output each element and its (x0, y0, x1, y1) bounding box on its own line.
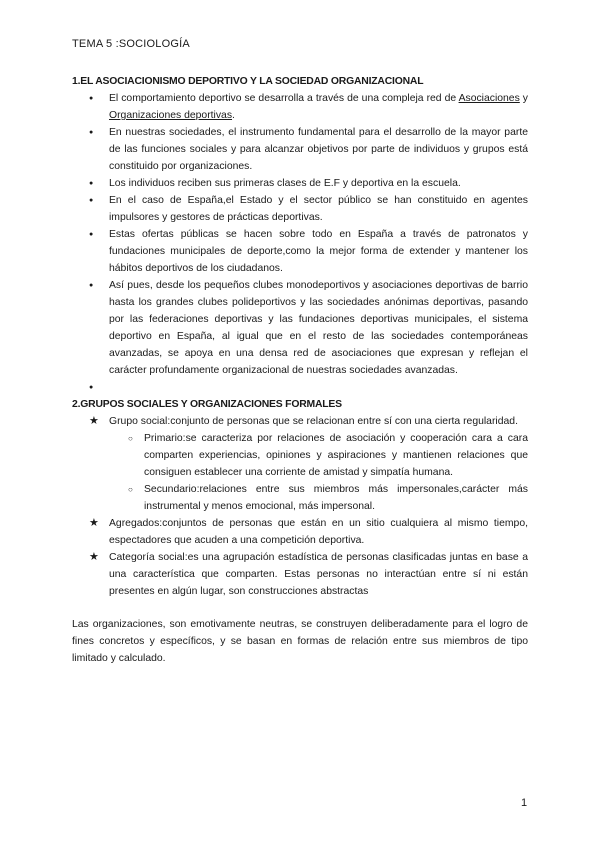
page-header: TEMA 5 :SOCIOLOGÍA (72, 38, 190, 50)
section-1-bullet-list (72, 90, 528, 396)
grupo-social-text: ★ Grupo social:conjunto de personas que se relacionan entre sí con una cierta regularidad. (109, 416, 518, 427)
asociaciones-term: Asociaciones (458, 93, 520, 104)
list-item: ● En nuestras sociedades, el instrumento fundamental para el desarrollo de la mayor parte de las funciones sociales y para alcanzar objetivos por parte de individuos y grupos está constituido por organizaciones. (72, 124, 528, 175)
list-item: ★ Agregados:conjuntos de personas que están en un sitio cualquiera al mismo tiempo, espectadores que acuden a una competición deportiva. (72, 515, 528, 549)
section-1-heading: 1.EL ASOCIACIONISMO DEPORTIVO Y LA SOCIEDAD ORGANIZACIONAL (72, 76, 424, 87)
list-item: ● Los individuos reciben sus primeras clases de E.F y deportiva en la escuela. (72, 175, 528, 192)
page-number: 1 (521, 797, 528, 809)
sub-list-item: ○ Primario:se caracteriza por relaciones de asociación y cooperación cara a cara comparten experiencias, opiniones y aspiraciones y mantienen relaciones que consiguen establecer una corriente de amistad y simpatía humana. (72, 430, 528, 481)
list-item-text: El comportamiento deportivo se desarrolla a través de una compleja red de (109, 93, 459, 104)
closing-paragraph: Las organizaciones, son emotivamente neutras, se construyen deliberadamente para el logro de fines concretos y específicos, y se basan en formas de relación entre sus miembros de tipo limitado y calculado. (72, 619, 528, 664)
empty-list-item (72, 379, 528, 396)
document-body (72, 73, 528, 677)
list-item: ★ Categoría social:es una agrupación estadística de personas clasificadas juntas en base a una característica que comparten. Estas personas no interactúan entre sí ni están presentes en algún lugar, son construcciones abstractas (72, 549, 528, 600)
list-item: ● En el caso de España,el Estado y el sector público se han constituido en agentes impulsores y gestores de prácticas deportivas. (72, 192, 528, 226)
list-item-text: . (232, 110, 235, 121)
sub-list-item: ○ Secundario:relaciones entre sus miembros más impersonales,carácter más instrumental y menos emocional, más impersonal. (72, 481, 528, 515)
list-item (72, 413, 528, 430)
list-item: ● Estas ofertas públicas se hacen sobre todo en España a través de patronatos y fundaciones municipales de deporte,como la mejor forma de extender y mantener los hábitos deportivos de los ciudadanos. (72, 226, 528, 277)
section-2-heading: 2.GRUPOS SOCIALES Y ORGANIZACIONES FORMALES (72, 399, 342, 410)
list-item-text: y (519, 93, 528, 104)
list-item (72, 90, 528, 124)
section-2-star-list (72, 413, 528, 600)
organizaciones-deportivas-term: Organizaciones deportivas (109, 110, 233, 121)
list-item: ● Así pues, desde los pequeños clubes monodeportivos y asociaciones deportivas de barrio hasta los grandes clubes polideportivos y las sociedades anónimas deportivas, pasando por las federaciones deportivas y las fundaciones deportivas municipales, el sistema deportivo en España, al igual que en el resto de las sociedades contemporáneas avanzadas, se apoya en una densa red de asociaciones que expresan y reflejan el carácter profundamente organizacional de nuestras sociedades avanzadas. (72, 277, 528, 379)
